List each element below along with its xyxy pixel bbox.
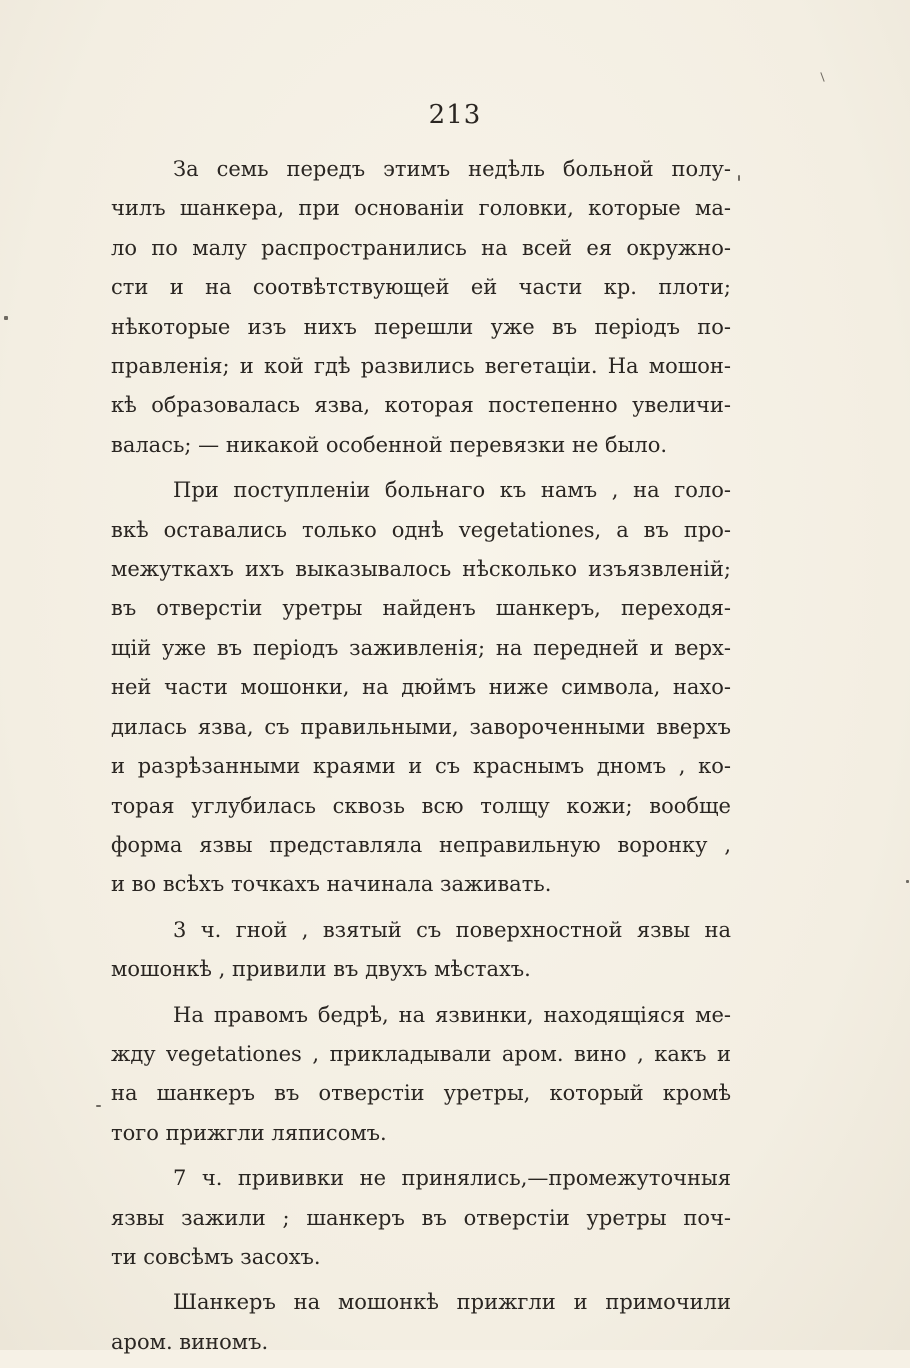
text-line: 7 ч. прививки не принялись,—промежуточныя bbox=[173, 1166, 731, 1191]
text-line: кѣ образовалась язва, которая постепенно увеличи- bbox=[111, 393, 731, 418]
text-line: межуткахъ ихъ выказывалось нѣсколько изъязвленій; bbox=[111, 557, 731, 582]
text-line: ти совсѣмъ засохъ. bbox=[111, 1244, 321, 1269]
text-line: на шанкеръ въ отверстіи уретры, который кромѣ bbox=[111, 1081, 731, 1106]
text-line: При поступленіи больнаго къ намъ , на голо- bbox=[173, 478, 731, 503]
text-line: 3 ч. гной , взятый съ поверхностной язвы на bbox=[173, 917, 731, 942]
text-line: валась; — никакой особенной перевязки не было. bbox=[111, 432, 668, 457]
text-line: чилъ шанкера, при основаніи головки, которые ма- bbox=[111, 196, 731, 221]
text-line: дилась язва, съ правильными, завороченными вверхъ bbox=[111, 714, 731, 739]
paragraph-5 bbox=[111, 1159, 731, 1277]
scan-speck bbox=[4, 316, 8, 320]
page-number: 213 bbox=[428, 100, 482, 130]
main-text bbox=[111, 150, 731, 1368]
scan-speck bbox=[96, 1105, 101, 1107]
text-line: За семь передъ этимъ недѣль больной полу- bbox=[173, 157, 731, 181]
paragraph-3 bbox=[111, 911, 731, 990]
text-line: жду vegetationes , прикладывали аром. вино , какъ и bbox=[111, 1041, 731, 1066]
text-line: въ отверстіи уретры найденъ шанкеръ, переходя- bbox=[111, 596, 731, 621]
text-line: сти и на соотвѣтствующей ей части кр. плоти; bbox=[111, 275, 731, 300]
paragraph-4 bbox=[111, 996, 731, 1154]
text-line: вкѣ оставались только однѣ vegetationes, а въ про- bbox=[111, 517, 731, 542]
text-line: и во всѣхъ точкахъ начинала заживать. bbox=[111, 872, 552, 897]
text-line: язвы зажили ; шанкеръ въ отверстіи уретры поч- bbox=[111, 1205, 731, 1230]
text-line: На правомъ бедрѣ, на язвинки, находящіяся ме- bbox=[173, 1002, 731, 1027]
text-line: аром. виномъ. bbox=[111, 1329, 269, 1354]
paragraph-2 bbox=[111, 471, 731, 904]
scan-speck bbox=[820, 72, 824, 82]
text-line: торая углубилась сквозь всю толщу кожи; вообще bbox=[111, 793, 731, 818]
text-line: ней части мошонки, на дюймъ ниже символа, нахо- bbox=[111, 675, 731, 700]
text-line: ло по малу распространились на всей ея окружно- bbox=[111, 235, 731, 260]
text-line: правленія; и кой гдѣ развились вегетаціи. На мошон- bbox=[111, 354, 731, 379]
text-line: щій уже въ періодъ заживленія; на передней и верх- bbox=[111, 635, 731, 660]
paragraph-6 bbox=[111, 1283, 731, 1362]
scan-speck bbox=[906, 880, 909, 883]
text-line: Шанкеръ на мошонкѣ прижгли и примочили bbox=[173, 1290, 731, 1315]
text-line: того прижгли ляписомъ. bbox=[111, 1120, 387, 1145]
text-line: нѣкоторые изъ нихъ перешли уже въ періодъ по- bbox=[111, 314, 731, 339]
paragraph-1 bbox=[111, 150, 731, 465]
scan-speck bbox=[738, 175, 740, 181]
text-line: мошонкѣ , привили въ двухъ мѣстахъ. bbox=[111, 957, 531, 982]
text-line: и разрѣзанными краями и съ краснымъ дномъ , ко- bbox=[111, 754, 731, 779]
text-line: форма язвы представляла неправильную воронку , bbox=[111, 832, 731, 857]
